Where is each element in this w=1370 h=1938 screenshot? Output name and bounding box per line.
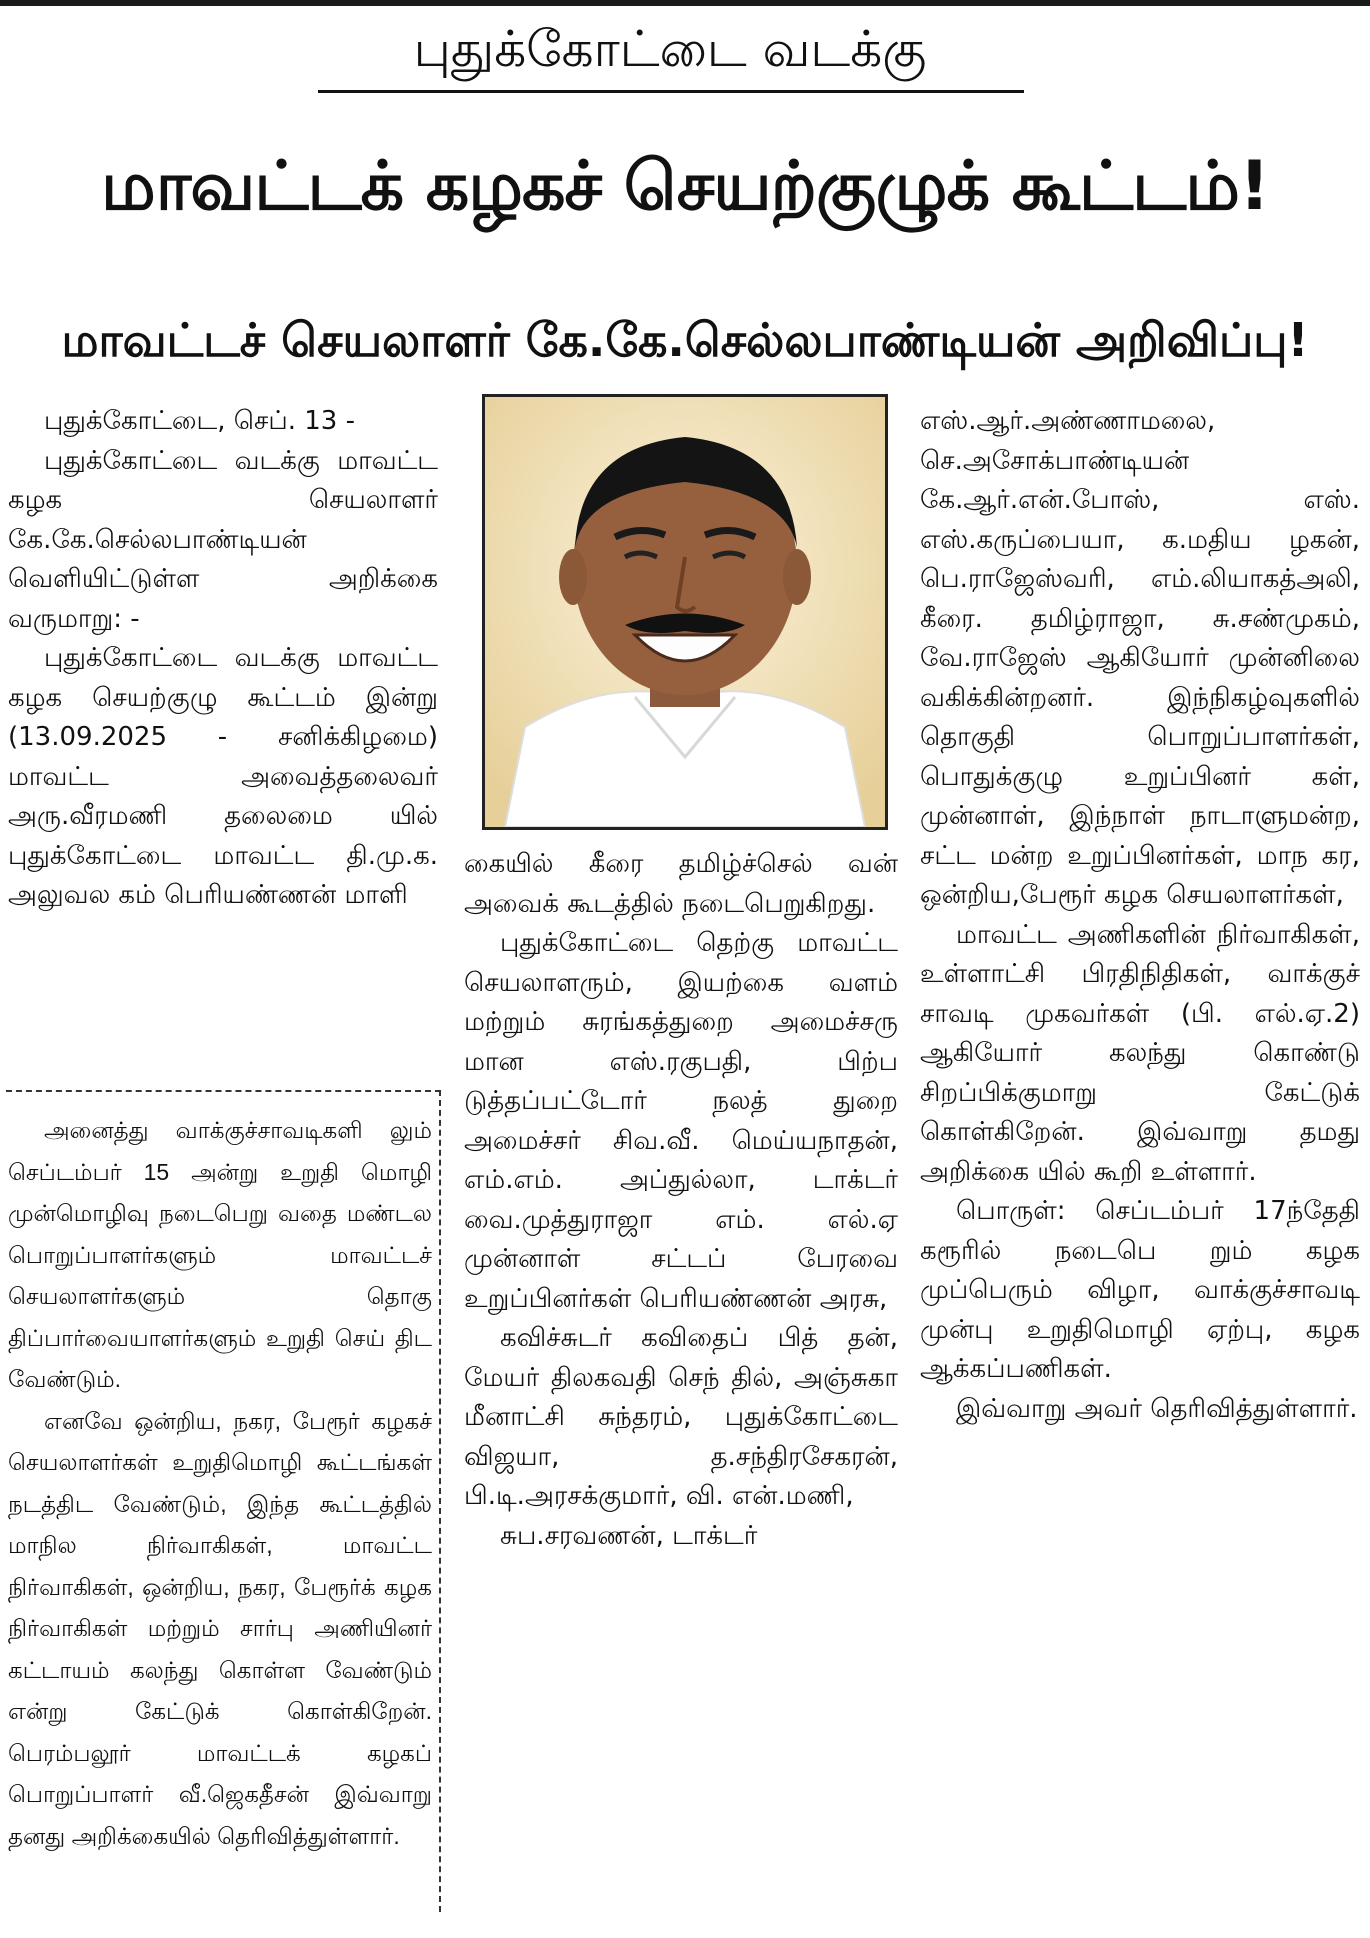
paragraph: புதுக்கோட்டை வடக்கு மாவட்ட கழக செயலாளர் கே.கே.செல்லபாண்டியன் வெளியிட்டுள்ள அறிக்கை வருமாறு: -	[8, 445, 438, 634]
paragraph: எனவே ஒன்றிய, நகர, பேரூர் கழகச் செயலாளர்கள் உறுதிமொழி கூட்டங்கள் நடத்திட வேண்டும், இந்த கூட்டத்தில் மாநில நிர்வாகிகள், மாவட்ட நிர்வாகிகள், ஒன்றிய, நகர, பேரூர்க் கழக நிர்வாகிகள் மற்றும் சார்பு அணியினர் கட்டாயம் கலந்து கொள்ள வேண்டும் என்று கேட்டுக் கொள்கிறேன். பெரம்பலூர் மாவட்டக் கழகப் பொறுப்பாளர் வீ.ஜெகதீசன் இவ்வாறு தனது அறிக்கையில் தெரிவித்துள்ளார்.	[8, 1407, 432, 1849]
paragraph: பொருள்: செப்டம்பர் 17ந்தேதி கரூரில் நடைபெ றும் கழக முப்பெரும் விழா, வாக்குச்சாவடி முன்பு உறுதிமொழி ஏற்பு, கழக ஆக்கப்பணிகள்.	[920, 1196, 1360, 1384]
paragraph: எஸ்.ஆர்.அண்ணாமலை, செ.அசோக்பாண்டியன் கே.ஆர்.என்.போஸ், எஸ். எஸ்.கருப்பையா, க.மதிய ழகன், பெ.ராஜேஸ்வரி, எம்.லியாகத்அலி, கீரை. தமிழ்ராஜா, சு.சண்முகம், வே.ராஜேஸ் ஆகியோர் முன்னிலை வகிக்கின்றனர். இந்நிகழ்வுகளில் தொகுதி பொறுப்பாளர்கள், பொதுக்குழு உறுப்பினர் கள், முன்னாள், இந்நாள் நாடாளுமன்ற, சட்ட மன்ற உறுப்பினர்கள், மாந கர, ஒன்றிய,பேரூர் கழக செயலாளர்கள்,	[920, 406, 1360, 910]
subheadline: மாவட்டச் செயலாளர் கே.கே.செல்லபாண்டியன் அறிவிப்பு!	[61, 313, 1309, 367]
article-column-middle	[464, 845, 898, 1910]
portrait-photo	[482, 394, 888, 830]
kicker-underline	[318, 90, 1024, 93]
dateline: புதுக்கோட்டை, செப். 13 -	[44, 406, 355, 436]
paragraph: அனைத்து வாக்குச்சாவடிகளி லும் செப்டம்பர் 15 அன்று உறுதி மொழி முன்மொழிவு நடைபெறு வதை மண்டல பொறுப்பாளர்களும் மாவட்டச் செயலாளர்களும் தொகு திப்பார்வையாளர்களும் உறுதி செய் திட வேண்டும்.	[8, 1117, 432, 1392]
paragraph: புதுக்கோட்டை வடக்கு மாவட்ட கழக செயற்குழு கூட்டம் இன்று (13.09.2025 - சனிக்கிழமை) மாவட்ட அவைத்தலைவர் அரு.வீரமணி தலைமை யில் புதுக்கோட்டை மாவட்ட தி.மு.க. அலுவல கம் பெரியண்ணன் மாளி	[8, 643, 438, 910]
article-column-right	[920, 402, 1360, 1912]
article-column-left	[8, 402, 438, 1052]
paragraph: மாவட்ட அணிகளின் நிர்வாகிகள், உள்ளாட்சி பிரதிநிதிகள், வாக்குச் சாவடி முகவர்கள் (பி. எல்.ஏ.2) ஆகியோர் கலந்து கொண்டு சிறப்பிக்குமாறு கேட்டுக் கொள்கிறேன். இவ்வாறு தமது அறிக்கை யில் கூறி உள்ளார்.	[920, 919, 1360, 1187]
paragraph: சுப.சரவணன், டாக்டர்	[500, 1520, 758, 1551]
kicker-title: புதுக்கோட்டை வடக்கு	[413, 20, 927, 78]
paragraph: கையில் கீரை தமிழ்ச்செல் வன் அவைக் கூடத்தில் நடைபெறுகிறது.	[464, 849, 898, 919]
paragraph: புதுக்கோட்டை தெற்கு மாவட்ட செயலாளரும், இயற்கை வளம் மற்றும் சுரங்கத்துறை அமைச்சரு மான எஸ்.ரகுபதி, பிற்ப டுத்தப்பட்டோர் நலத் துறை அமைச்சர் சிவ.வீ. மெய்யநாதன், எம்.எம். அப்துல்லா, டாக்டர் வை.முத்துராஜா எம். எல்.ஏ முன்னாள் சட்டப் பேரவை உறுப்பினர்கள் பெரியண்ணன் அரசு,	[464, 928, 898, 1314]
paragraph: இவ்வாறு அவர் தெரிவித்துள்ளார்.	[956, 1393, 1358, 1424]
headline: மாவட்டக் கழகச் செயற்குழுக் கூட்டம்!	[101, 147, 1269, 226]
notice-box-text	[8, 1110, 432, 1910]
paragraph: கவிச்சுடர் கவிதைப் பித் தன், மேயர் திலகவதி செந் தில், அஞ்சுகா மீனாட்சி சுந்தரம், புதுக்கோட்டை விஜயா, த.சந்திரசேகரன், பி.டி.அரசக்குமார், வி. என்.மணி,	[464, 1323, 898, 1511]
top-border	[0, 0, 1370, 6]
portrait-illustration	[485, 397, 885, 827]
